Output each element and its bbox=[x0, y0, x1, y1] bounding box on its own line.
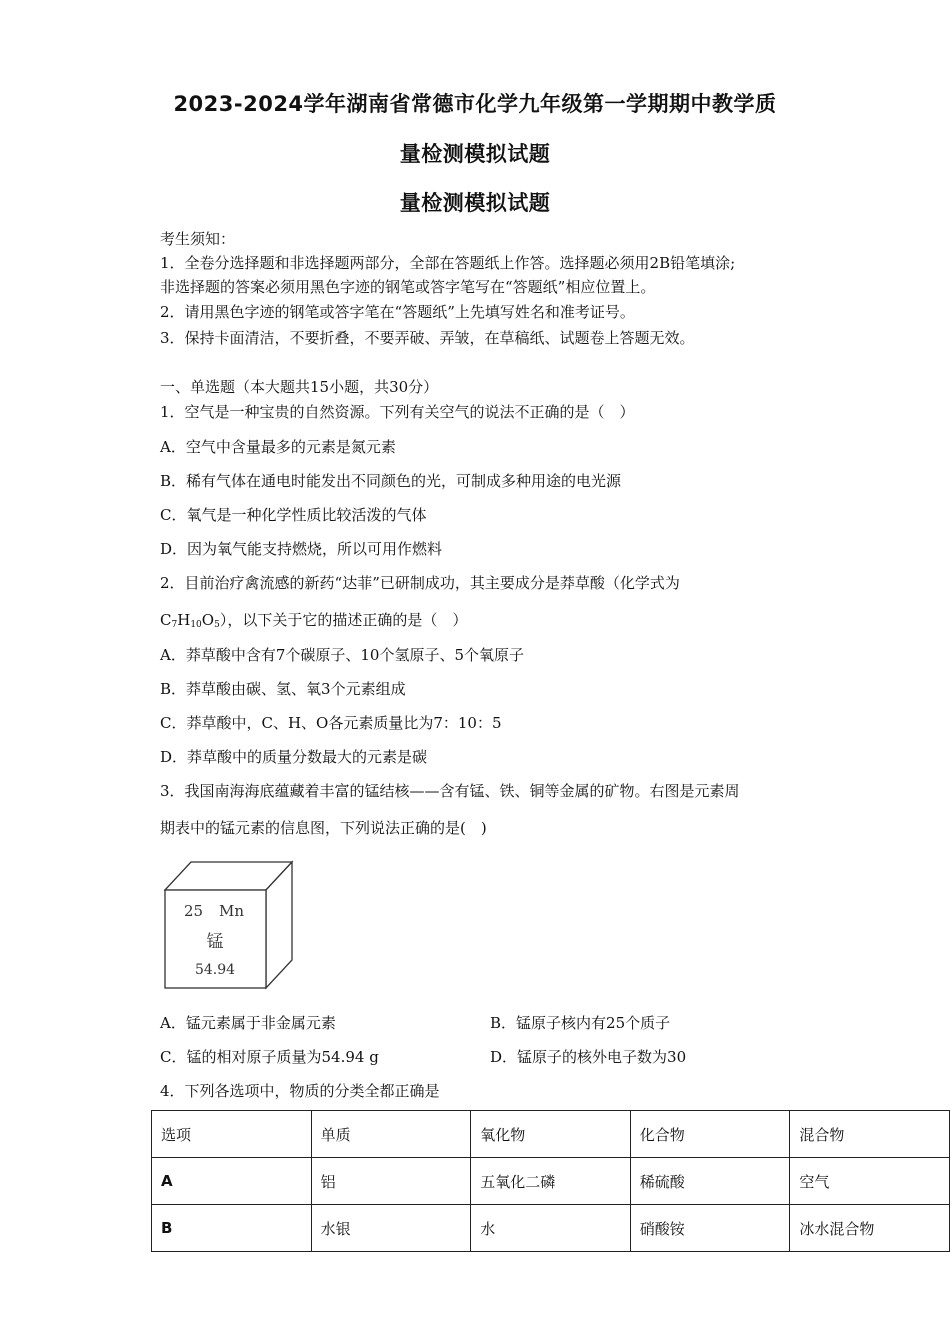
table-row bbox=[152, 1158, 950, 1205]
question-2-option-a: A．莽草酸中含有7个碳原子、10个氢原子、5个氧原子 bbox=[160, 646, 525, 664]
question-1-option-c: C．氧气是一种化学性质比较活泼的气体 bbox=[160, 506, 427, 524]
question-2-stem-line2 bbox=[160, 609, 467, 630]
question-3-stem: 3．我国南海海底蕴藏着丰富的锰结核——含有锰、铁、铜等金属的矿物。右图是元素周 bbox=[160, 782, 740, 800]
element-mass: 54.94 bbox=[194, 962, 236, 978]
table-header-cell: 化合物 bbox=[630, 1111, 790, 1158]
table-cell: 水 bbox=[471, 1205, 631, 1252]
element-name: 锰 bbox=[206, 932, 224, 952]
formula-h: H bbox=[177, 611, 191, 629]
table-cell: B bbox=[152, 1205, 312, 1252]
element-atomic-number: 25 bbox=[184, 902, 204, 920]
table-cell: 稀硫酸 bbox=[630, 1158, 790, 1205]
table-cell: 硝酸铵 bbox=[630, 1205, 790, 1252]
table-cell: 水银 bbox=[311, 1205, 471, 1252]
question-3-option-b: B．锰原子核内有25个质子 bbox=[490, 1014, 671, 1032]
notice-item: 1．全卷分选择题和非选择题两部分，全部在答题纸上作答。选择题必须用2B铅笔填涂; bbox=[160, 254, 736, 272]
formula-close: ） bbox=[219, 611, 228, 629]
question-3-option-c: C．锰的相对原子质量为54.94 g bbox=[160, 1048, 379, 1066]
question-1-option-b: B．稀有气体在通电时能发出不同颜色的光，可制成多种用途的电光源 bbox=[160, 472, 622, 490]
question-1-option-d: D．因为氧气能支持燃烧，所以可用作燃料 bbox=[160, 540, 443, 558]
element-card-figure bbox=[160, 858, 300, 992]
element-symbol: Mn bbox=[219, 902, 245, 920]
table-header-cell: 选项 bbox=[152, 1111, 312, 1158]
formula-c: C bbox=[160, 611, 172, 629]
notice-heading: 考生须知： bbox=[160, 230, 236, 248]
question-1-stem: 1．空气是一种宝贵的自然资源。下列有关空气的说法不正确的是（ ） bbox=[160, 403, 635, 421]
table-cell: A bbox=[152, 1158, 312, 1205]
table-cell: 空气 bbox=[790, 1158, 950, 1205]
question-2-stem: 2．目前治疗禽流感的新药“达菲”已研制成功，其主要成分是莽草酸（化学式为 bbox=[160, 574, 680, 592]
question-3-option-a: A．锰元素属于非金属元素 bbox=[160, 1014, 336, 1032]
notice-item: 非选择题的答案必须用黑色字迹的钢笔或答字笔写在“答题纸”相应位置上。 bbox=[160, 278, 656, 296]
question-3-option-d: D．锰原子的核外电子数为30 bbox=[490, 1048, 687, 1066]
table-cell: 五氧化二磷 bbox=[471, 1158, 631, 1205]
formula-o: O bbox=[201, 611, 215, 629]
question-2-option-c: C．莽草酸中，C、H、O各元素质量比为7：10：5 bbox=[160, 714, 502, 732]
page-title: 2023-2024学年湖南省常德市化学九年级第一学期期中教学质 bbox=[173, 92, 777, 116]
formula-c-subscript: 7 bbox=[171, 620, 178, 630]
table-row bbox=[152, 1205, 950, 1252]
question-2-stem-rest: ，以下关于它的描述正确的是（ ） bbox=[227, 611, 468, 629]
table-header-cell: 氧化物 bbox=[471, 1111, 631, 1158]
table-header-cell: 混合物 bbox=[790, 1111, 950, 1158]
question-3-stem-line2: 期表中的锰元素的信息图，下列说法正确的是( ) bbox=[160, 819, 487, 837]
page-title-line2: 量检测模拟试题 bbox=[399, 142, 551, 166]
table-header-row bbox=[152, 1111, 950, 1158]
formula-o-subscript: 5 bbox=[214, 620, 220, 630]
question-4-stem: 4．下列各选项中，物质的分类全都正确是 bbox=[160, 1082, 440, 1100]
question-2-option-b: B．莽草酸由碳、氢、氧3个元素组成 bbox=[160, 680, 406, 698]
formula-h-subscript: 10 bbox=[190, 620, 202, 630]
section-heading: 一、单选题（本大题共15小题，共30分） bbox=[160, 378, 439, 396]
classification-table bbox=[151, 1110, 950, 1252]
table-cell: 冰水混合物 bbox=[790, 1205, 950, 1252]
page-title-line3: 量检测模拟试题 bbox=[399, 191, 551, 215]
table-header-cell: 单质 bbox=[311, 1111, 471, 1158]
question-1-option-a: A．空气中含量最多的元素是氮元素 bbox=[160, 438, 396, 456]
notice-item: 3．保持卡面清洁，不要折叠，不要弄破、弄皱，在草稿纸、试题卷上答题无效。 bbox=[160, 329, 695, 347]
notice-item: 2．请用黑色字迹的钢笔或答字笔在“答题纸”上先填写姓名和准考证号。 bbox=[160, 303, 635, 321]
table-cell: 铝 bbox=[311, 1158, 471, 1205]
question-2-option-d: D．莽草酸中的质量分数最大的元素是碳 bbox=[160, 748, 428, 766]
